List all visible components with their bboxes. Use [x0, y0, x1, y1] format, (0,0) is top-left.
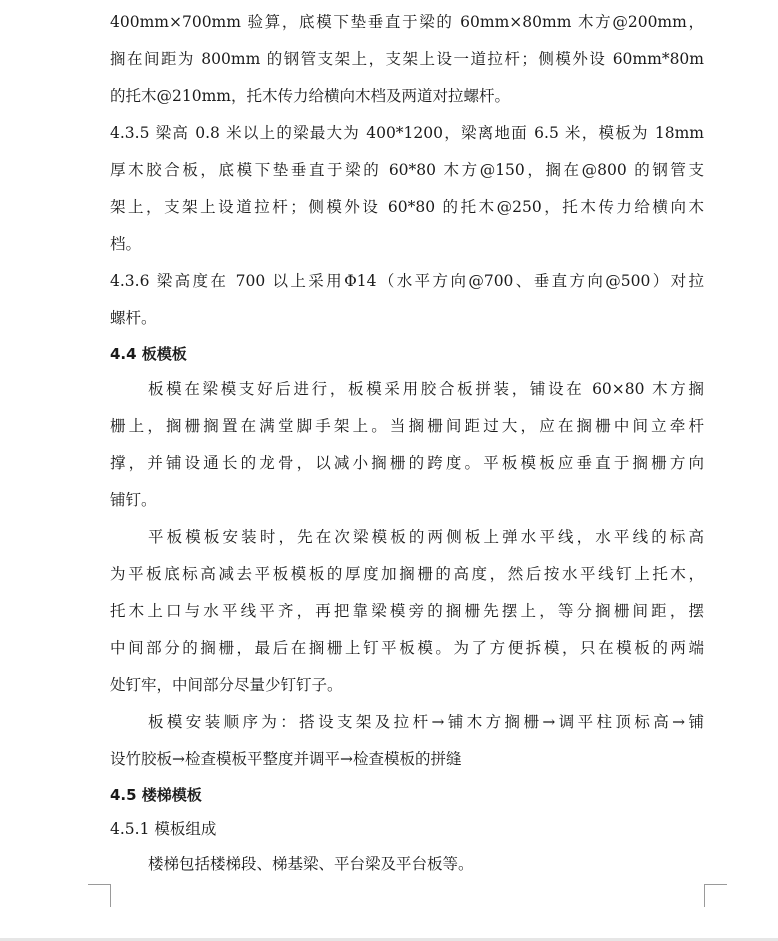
text-line: 400mm×700mm 验算，底模下垫垂直于梁的 60mm×80mm 木方@200mm，	[110, 13, 704, 31]
paragraph-line: 楼梯包括楼梯段、梯基梁、平台梁及平台板等。	[148, 855, 474, 873]
section-heading-4-5: 4.5 楼梯模板	[110, 786, 202, 804]
section-heading-4-4: 4.4 板模板	[110, 345, 187, 363]
clause-4-3-6-line: 4.3.6 梁高度在 700 以上采用Φ14（水平方向@700、垂直方向@500）对拉	[110, 272, 704, 290]
paragraph-line: 处钉牢，中间部分尽量少钉钉子。	[110, 676, 343, 694]
paragraph-line: 栅上，搁栅搁置在满堂脚手架上。当搁栅间距过大，应在搁栅中间立牵杆	[110, 417, 704, 435]
text-line: 厚木胶合板，底模下垫垂直于梁的 60*80 木方@150，搁在@800 的钢管支	[110, 161, 704, 179]
paragraph-line: 中间部分的搁栅，最后在搁栅上钉平板模。为了方便拆模，只在模板的两端	[110, 639, 704, 657]
paragraph-line: 平板模板安装时，先在次梁模板的两侧板上弹水平线，水平线的标高	[148, 528, 704, 546]
text-line: 的托木@210mm，托木传力给横向木档及两道对拉螺杆。	[110, 87, 510, 105]
text-line: 搁在间距为 800mm 的钢管支架上，支架上设一道拉杆；侧模外设 60mm*80m	[110, 50, 704, 68]
text-line: 档。	[110, 235, 142, 253]
text-line: 螺杆。	[110, 309, 157, 327]
paragraph-line: 铺钉。	[110, 491, 157, 509]
paragraph-line: 撑，并铺设通长的龙骨，以减小搁栅的跨度。平板模板应垂直于搁栅方向	[110, 454, 704, 472]
paragraph-line: 设竹胶板→检查模板平整度并调平→检查模板的拼缝	[110, 750, 462, 768]
paragraph-line: 托木上口与水平线平齐，再把靠梁模旁的搁栅先摆上，等分搁栅间距，摆	[110, 602, 704, 620]
margin-corner-mark-left	[88, 884, 111, 907]
paragraph-line: 板模安装顺序为：搭设支架及拉杆→铺木方搁栅→调平柱顶标高→铺	[148, 713, 704, 731]
document-body	[110, 4, 704, 883]
subsection-heading-4-5-1: 4.5.1 模板组成	[110, 820, 217, 838]
clause-4-3-5-line: 4.3.5 梁高 0.8 米以上的梁最大为 400*1200，梁离地面 6.5 米，模板为 18mm	[110, 124, 704, 142]
paragraph-line: 板模在梁模支好后进行，板模采用胶合板拼装，铺设在 60×80 木方搁	[148, 380, 704, 398]
margin-corner-mark-right	[704, 884, 727, 907]
paragraph-line: 为平板底标高减去平板模板的厚度加搁栅的高度，然后按水平线钉上托木，	[110, 565, 704, 583]
text-line: 架上，支架上设道拉杆；侧模外设 60*80 的托木@250，托木传力给横向木	[110, 198, 704, 216]
